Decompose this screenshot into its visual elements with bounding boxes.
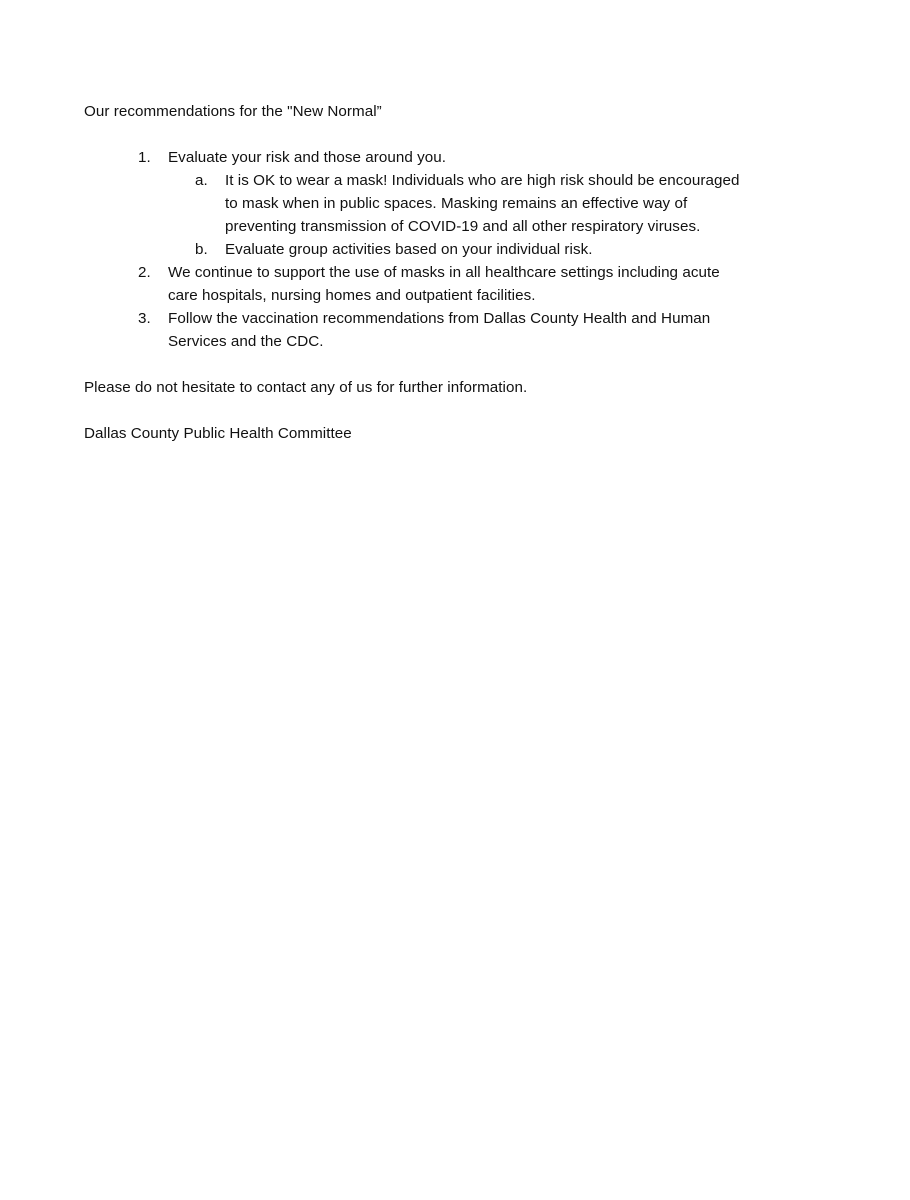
sub-recommendations-list xyxy=(168,169,844,261)
sub-recommendation-text: to mask when in public spaces. Masking remains an effective way of xyxy=(225,195,688,212)
recommendation-item xyxy=(84,146,844,261)
recommendations-list xyxy=(84,146,844,353)
recommendation-text: Evaluate your risk and those around you. xyxy=(168,149,447,166)
recommendation-number: 1. xyxy=(138,149,151,166)
sub-recommendation-letter: b. xyxy=(195,241,208,258)
recommendation-number: 2. xyxy=(138,264,151,281)
closing-paragraph: Please do not hesitate to contact any of us for further information. xyxy=(84,379,528,396)
sub-recommendation-text: preventing transmission of COVID-19 and all other respiratory viruses. xyxy=(225,218,701,235)
recommendation-number: 3. xyxy=(138,310,151,327)
sub-recommendation-letter: a. xyxy=(195,172,208,189)
recommendation-text: Follow the vaccination recommendations from Dallas County Health and Human xyxy=(168,310,711,327)
recommendation-text: care hospitals, nursing homes and outpatient facilities. xyxy=(168,287,536,304)
intro-heading: Our recommendations for the "New Normal” xyxy=(84,103,382,120)
sub-recommendation-text: It is OK to wear a mask! Individuals who are high risk should be encouraged xyxy=(225,172,740,189)
sub-recommendation-text: Evaluate group activities based on your individual risk. xyxy=(225,241,593,258)
recommendation-text: We continue to support the use of masks in all healthcare settings including acute xyxy=(168,264,720,281)
sub-recommendation-item xyxy=(168,169,844,238)
recommendation-item xyxy=(84,307,844,353)
signature: Dallas County Public Health Committee xyxy=(84,425,352,442)
sub-recommendation-item xyxy=(168,238,844,261)
recommendation-text: Services and the CDC. xyxy=(168,333,324,350)
document-body xyxy=(84,100,844,445)
recommendation-item xyxy=(84,261,844,307)
